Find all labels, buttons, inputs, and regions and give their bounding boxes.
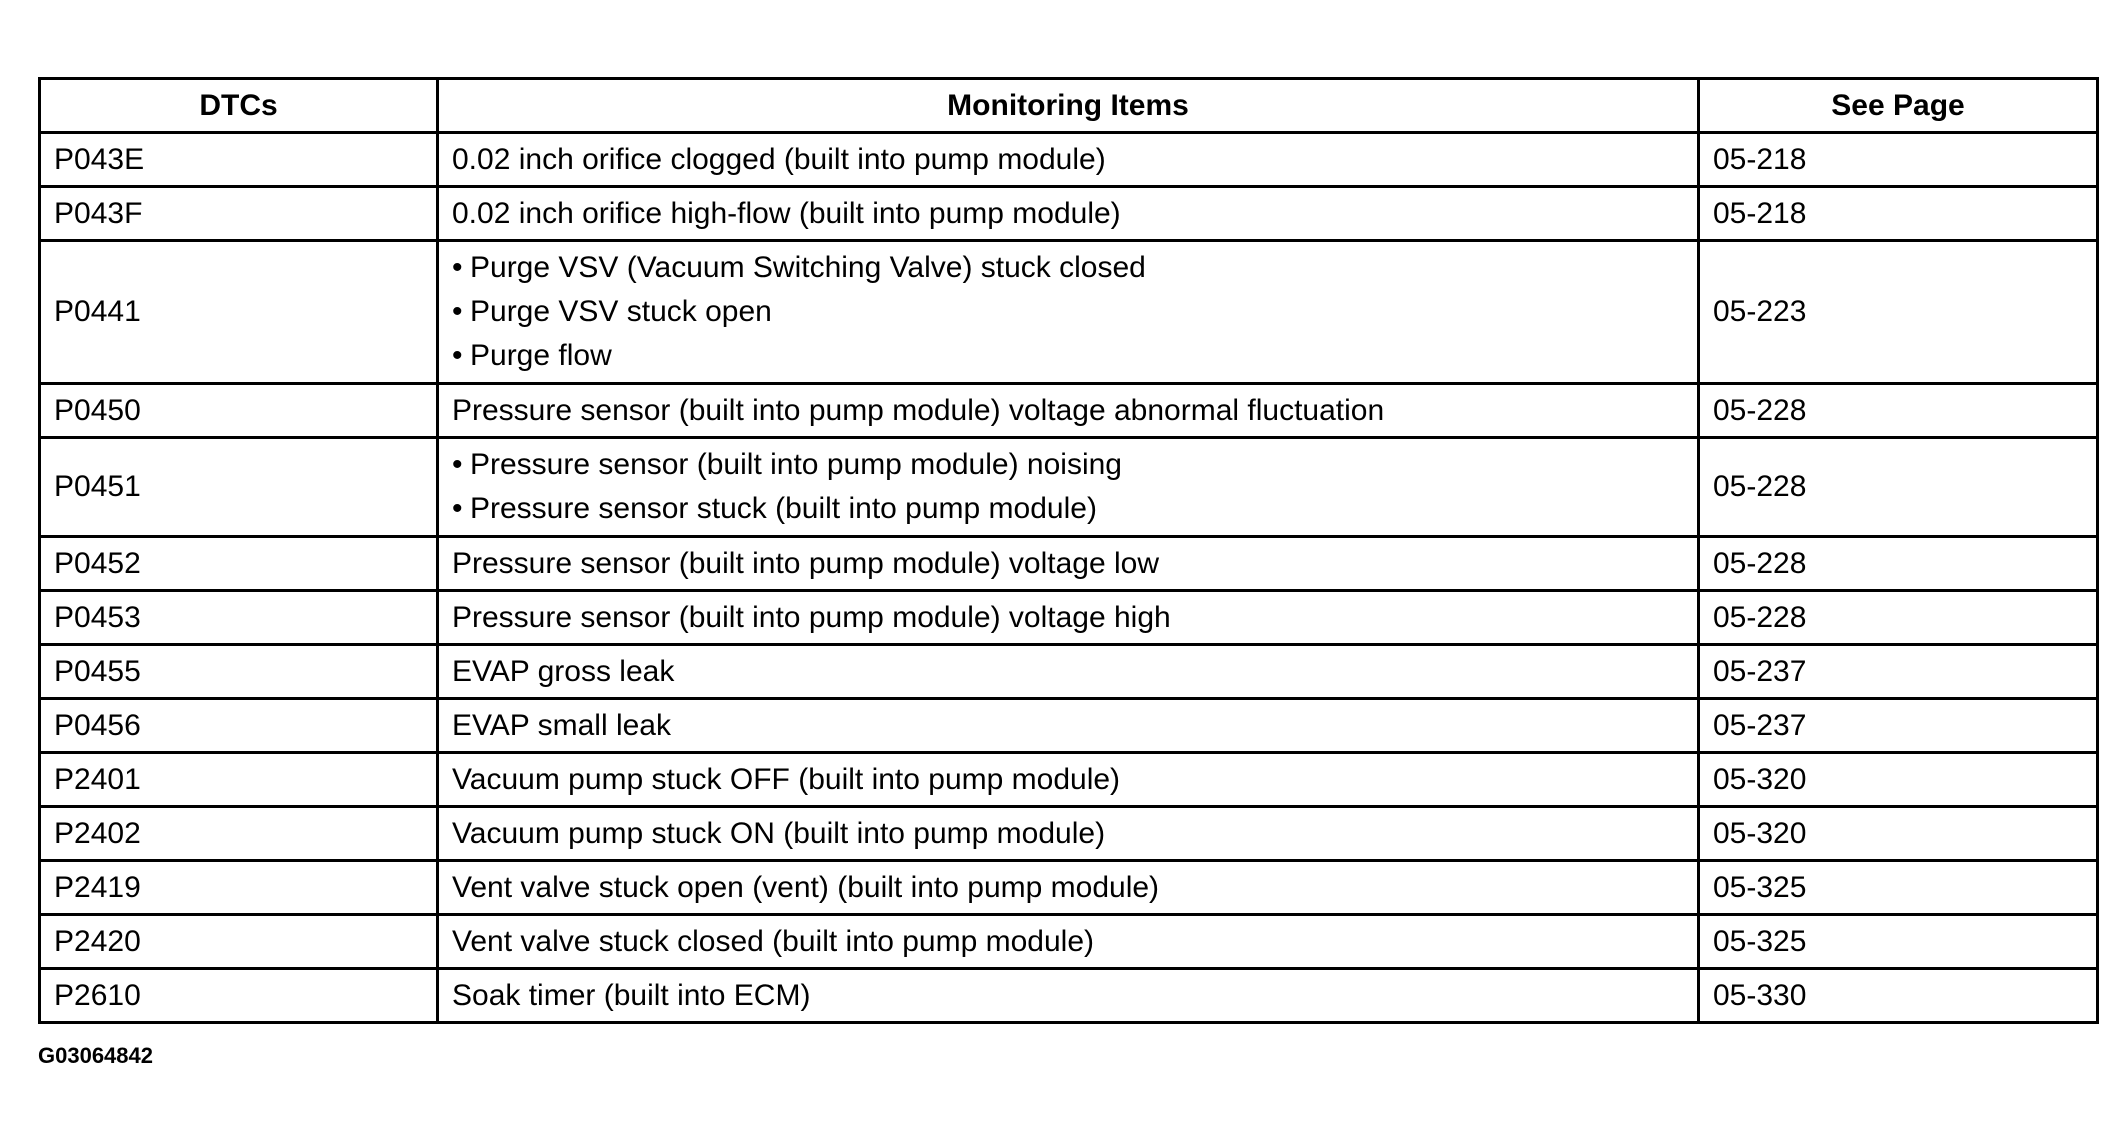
monitoring-item: Vacuum pump stuck OFF (built into pump module) [452, 762, 1121, 796]
monitoring-item: 0.02 inch orifice clogged (built into pump module) [452, 142, 1106, 176]
monitoring-items-cell [438, 699, 1699, 753]
table-body [40, 133, 2098, 1023]
see-page-cell: 05-228 [1699, 537, 2098, 591]
monitoring-items-cell [438, 753, 1699, 807]
dtc-code-cell: P0456 [40, 699, 438, 753]
dtc-code-cell: P2401 [40, 753, 438, 807]
dtc-code-cell: P0450 [40, 384, 438, 438]
monitoring-items-list [452, 246, 1697, 378]
monitoring-items-cell [438, 384, 1699, 438]
monitoring-items-cell [438, 537, 1699, 591]
header-monitoring-items: Monitoring Items [438, 79, 1699, 133]
see-page-cell: 05-228 [1699, 384, 2098, 438]
table-row [40, 699, 2098, 753]
table-header-row [40, 79, 2098, 133]
see-page-cell: 05-320 [1699, 807, 2098, 861]
dtc-table [38, 77, 2099, 1024]
table-row [40, 241, 2098, 384]
monitoring-item: Pressure sensor (built into pump module) voltage high [452, 600, 1171, 634]
see-page-cell: 05-223 [1699, 241, 2098, 384]
monitoring-item: Pressure sensor (built into pump module) voltage abnormal fluctuation [452, 393, 1385, 427]
see-page-cell: 05-325 [1699, 861, 2098, 915]
monitoring-item: EVAP small leak [452, 708, 671, 742]
monitoring-item: Vent valve stuck closed (built into pump module) [452, 924, 1094, 958]
table-row [40, 807, 2098, 861]
table-row [40, 861, 2098, 915]
monitoring-item: Vacuum pump stuck ON (built into pump module) [452, 816, 1106, 850]
monitoring-item: Soak timer (built into ECM) [452, 978, 811, 1012]
dtc-code-cell: P2420 [40, 915, 438, 969]
see-page-cell: 05-237 [1699, 699, 2098, 753]
monitoring-items-cell [438, 645, 1699, 699]
table-row [40, 645, 2098, 699]
monitoring-item: 0.02 inch orifice high-flow (built into pump module) [452, 196, 1121, 230]
table-row [40, 591, 2098, 645]
monitoring-items-cell [438, 861, 1699, 915]
table-row [40, 537, 2098, 591]
monitoring-items-cell [438, 807, 1699, 861]
monitoring-item: • Purge VSV (Vacuum Switching Valve) stuck closed [452, 246, 1697, 290]
monitoring-items-list [452, 443, 1697, 531]
dtc-code-cell: P0455 [40, 645, 438, 699]
see-page-cell: 05-218 [1699, 187, 2098, 241]
dtc-code-cell: P0451 [40, 438, 438, 537]
monitoring-item: • Purge flow [452, 334, 1697, 378]
header-dtcs: DTCs [40, 79, 438, 133]
dtc-code-cell: P0441 [40, 241, 438, 384]
monitoring-items-cell [438, 241, 1699, 384]
dtc-code-cell: P2402 [40, 807, 438, 861]
table-row [40, 969, 2098, 1023]
dtc-code-cell: P2610 [40, 969, 438, 1023]
table-row [40, 915, 2098, 969]
see-page-cell: 05-237 [1699, 645, 2098, 699]
dtc-table-container [38, 77, 2099, 1024]
dtc-code-cell: P043F [40, 187, 438, 241]
see-page-cell: 05-228 [1699, 438, 2098, 537]
table-row [40, 187, 2098, 241]
see-page-cell: 05-228 [1699, 591, 2098, 645]
dtc-code-cell: P0453 [40, 591, 438, 645]
dtc-code-cell: P2419 [40, 861, 438, 915]
monitoring-items-cell [438, 133, 1699, 187]
monitoring-item: Pressure sensor (built into pump module) voltage low [452, 546, 1160, 580]
table-row [40, 384, 2098, 438]
monitoring-item: • Pressure sensor stuck (built into pump module) [452, 487, 1697, 531]
monitoring-item: Vent valve stuck open (vent) (built into pump module) [452, 870, 1160, 904]
dtc-code-cell: P0452 [40, 537, 438, 591]
figure-id: G03064842 [38, 1043, 153, 1068]
monitoring-items-cell [438, 438, 1699, 537]
header-see-page: See Page [1699, 79, 2098, 133]
monitoring-item: EVAP gross leak [452, 654, 675, 688]
monitoring-items-cell [438, 915, 1699, 969]
monitoring-items-cell [438, 969, 1699, 1023]
monitoring-item: • Purge VSV stuck open [452, 290, 1697, 334]
see-page-cell: 05-330 [1699, 969, 2098, 1023]
table-row [40, 133, 2098, 187]
see-page-cell: 05-325 [1699, 915, 2098, 969]
table-row [40, 753, 2098, 807]
monitoring-items-cell [438, 591, 1699, 645]
table-row [40, 438, 2098, 537]
dtc-code-cell: P043E [40, 133, 438, 187]
see-page-cell: 05-218 [1699, 133, 2098, 187]
monitoring-item: • Pressure sensor (built into pump module) noising [452, 443, 1697, 487]
monitoring-items-cell [438, 187, 1699, 241]
see-page-cell: 05-320 [1699, 753, 2098, 807]
